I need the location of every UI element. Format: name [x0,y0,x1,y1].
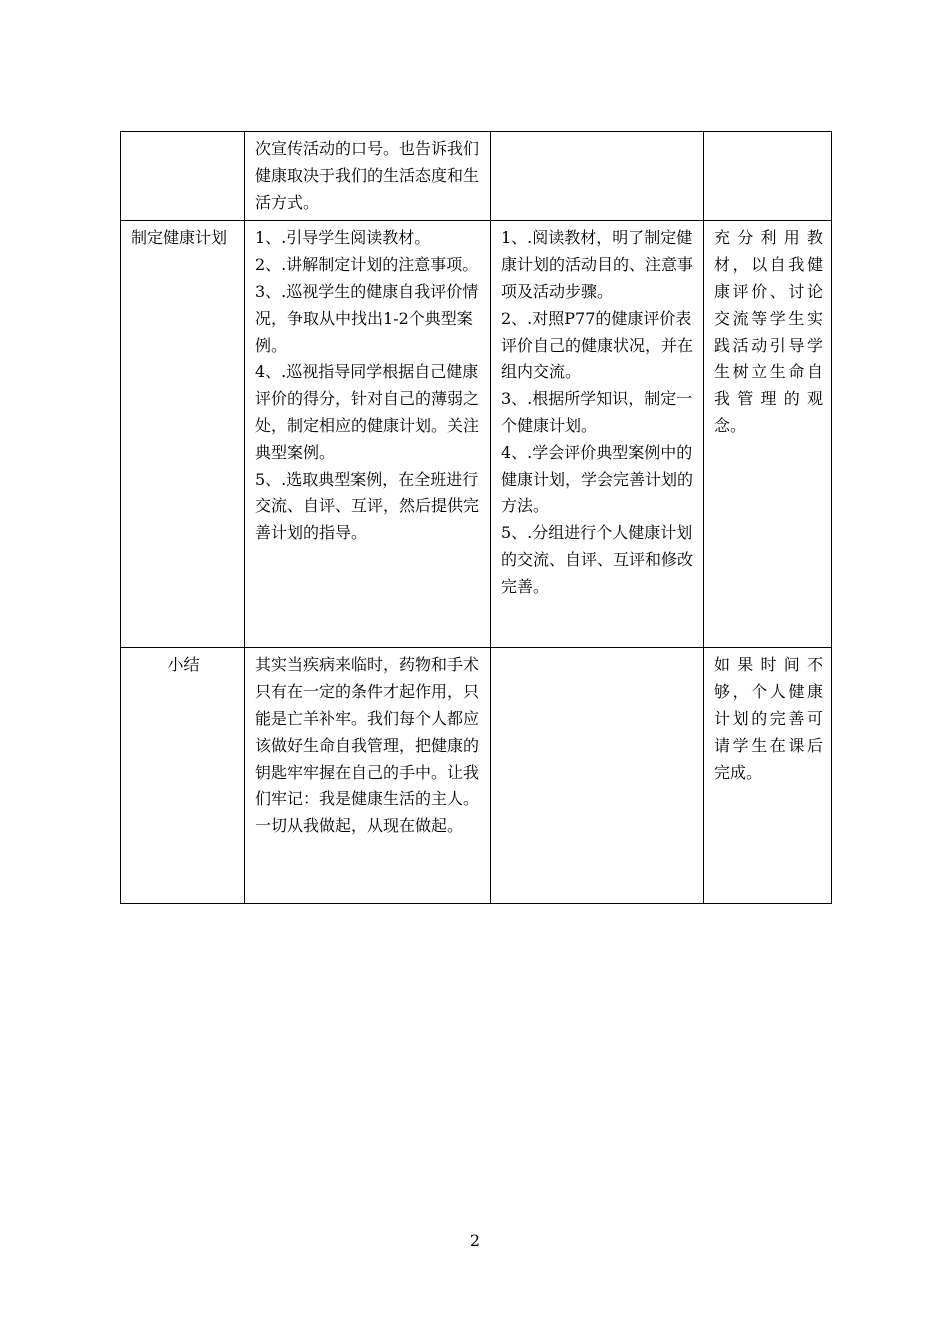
teacher-step: 4、.巡视指导同学根据自己健康评价的得分，针对自己的薄弱之处，制定相应的健康计划。关注典型案例。 [255,362,480,462]
page-number: 2 [469,1231,481,1250]
table-row [121,132,832,221]
design-intent-cell [704,132,832,221]
student-activity-cell [491,221,704,648]
table-row [121,221,832,648]
stage-cell: 小结 [121,648,245,904]
student-step: 3、.根据所学知识，制定一个健康计划。 [501,389,693,435]
table-row [121,648,832,904]
student-activity-cell [491,648,704,904]
student-step: 5、.分组进行个人健康计划的交流、自评、互评和修改完善。 [501,523,694,596]
teacher-step: 2、.讲解制定计划的注意事项。 [255,255,479,275]
teacher-activity-cell [245,648,491,904]
teacher-step: 3、.巡视学生的健康自我评价情况，争取从中找出1-2个典型案例。 [255,281,479,355]
teacher-step: 次宣传活动的口号。也告诉我们健康取决于我们的生活态度和生活方式。 [255,139,480,212]
student-activity-cell [491,132,704,221]
teacher-step: 1、.引导学生阅读教材。 [255,228,431,248]
teacher-activity-cell [245,132,491,221]
teacher-step: 5、.选取典型案例，在全班进行交流、自评、互评，然后提供完善计划的指导。 [255,469,480,543]
stage-cell [121,132,245,221]
design-intent-cell: 充分利用教材，以自我健康评价、讨论交流等学生实践活动引导学生树立生命自我管理的观念。 [704,221,832,648]
student-step: 2、.对照P77的健康评价表评价自己的健康状况，并在组内交流。 [501,308,694,382]
teacher-activity-cell [245,221,491,648]
design-intent-cell: 如果时间不够，个人健康计划的完善可请学生在课后完成。 [704,648,832,904]
student-step: 1、.阅读教材，明了制定健康计划的活动目的、注意事项及活动步骤。 [501,228,694,301]
stage-cell: 制定健康计划 [121,221,245,648]
lesson-plan-table [120,131,832,904]
student-step: 4、.学会评价典型案例中的健康计划，学会完善计划的方法。 [501,442,694,516]
teacher-step: 其实当疾病来临时，药物和手术只有在一定的条件才起作用，只能是亡羊补牢。我们每个人都应该做好生命自我管理，把健康的钥匙牢牢握在自己的手中。让我们牢记：我是健康生活的主人。一切从我做起，从现在做起。 [255,655,480,836]
